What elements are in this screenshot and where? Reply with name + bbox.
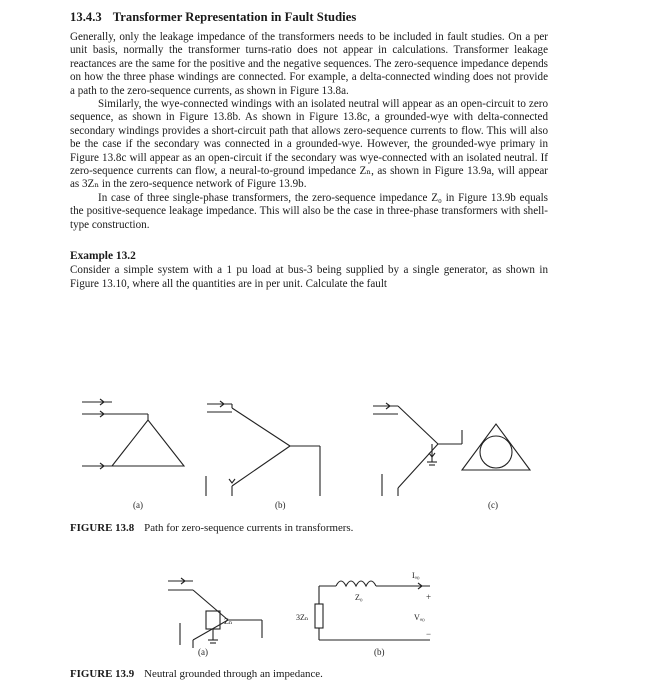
fig-13-8-sub-a: (a) — [133, 500, 143, 510]
page-content — [70, 10, 548, 291]
fig-13-9b-z0-label: Z₀ — [355, 593, 363, 602]
section-heading — [70, 10, 548, 25]
figure-13-8-label: FIGURE 13.8 — [70, 522, 135, 534]
paragraph-2: Similarly, the wye-connected windings with an isolated neutral will appear as an open-circuit to zero sequence, as shown in Figure 13.8b. As shown in Figure 13.8c, a grounded-wye with delta-connected secondary windings provides a short-circuit path that allows zero-sequence currents to flow. This will also be the case if the secondary was connected in a grounded-wye. However, the grounded-wye primary in Figure 13.8c will appear as an open-circuit if the secondary was wye-connected with an isolated neutral. If zero-sequence currents can flow, a neural-to-ground impedance Zₙ, as shown in Figure 13.9a, will appear as 3Zₙ in the zero-sequence network of Figure 13.9b. — [70, 98, 548, 191]
fig-13-8a-delta-winding — [82, 399, 184, 469]
example-text: Consider a simple system with a 1 pu load at bus-3 being supplied by a single generator, as shown in Figure 13.10, where all the quantities are in per unit. Calculate the fault — [70, 264, 548, 290]
paragraph-3: In case of three single-phase transformers, the zero-sequence impedance Z₀ in Figure 13.9b equals the positive-sequence leakage impedance. This will also be the case in three-phase transformers with shell-type construction. — [70, 191, 548, 231]
fig-13-8b-wye-winding — [207, 401, 320, 496]
fig-13-9a-zn-label: Zₙ — [224, 617, 233, 626]
fig-13-9b-minus-sign: − — [426, 629, 432, 639]
example-title: Example 13.2 — [70, 250, 136, 263]
fig-13-9b-plus-sign: + — [426, 592, 432, 602]
fig-13-8-sub-c: (c) — [488, 500, 498, 510]
fig-13-9b-zero-sequence-network — [315, 581, 430, 640]
figure-13-8-caption — [70, 522, 353, 534]
section-number: 13.4.3 — [70, 10, 102, 24]
section-title: Transformer Representation in Fault Studies — [112, 10, 357, 24]
fig-13-9-sub-b: (b) — [374, 647, 385, 657]
fig-13-8-sub-b: (b) — [275, 500, 286, 510]
fig-13-9b-3zn-label: 3Zₙ — [296, 613, 309, 622]
figure-13-9-caption — [70, 668, 323, 680]
fig-13-8c-grounded-wye-delta — [373, 403, 530, 496]
fig-13-9b-voltage-label: Vₐ₀ — [414, 613, 425, 622]
fig-13-9a-wye-with-impedance — [168, 578, 262, 648]
figure-13-9-label: FIGURE 13.9 — [70, 668, 135, 680]
paragraph-1: Generally, only the leakage impedance of the transformers needs to be included in fault studies. On a per unit basis, normally the transformer turns-ratio does not appear in calculations. Transformer leakage reactances are the same for the positive and the negative sequences. The zero-sequence impedance depends on how the three phase windings are connected. For example, a delta-connected winding does not provide a path to the zero-sequence currents, as shown in Figure 13.8a. — [70, 31, 548, 97]
figure-13-9-caption-text: Neutral grounded through an impedance. — [144, 668, 323, 680]
fig-13-9b-current-label: Iₐ₀ — [412, 571, 420, 580]
figure-13-8-caption-text: Path for zero-sequence currents in transformers. — [144, 522, 354, 534]
fig-13-9-sub-a: (a) — [198, 647, 208, 657]
